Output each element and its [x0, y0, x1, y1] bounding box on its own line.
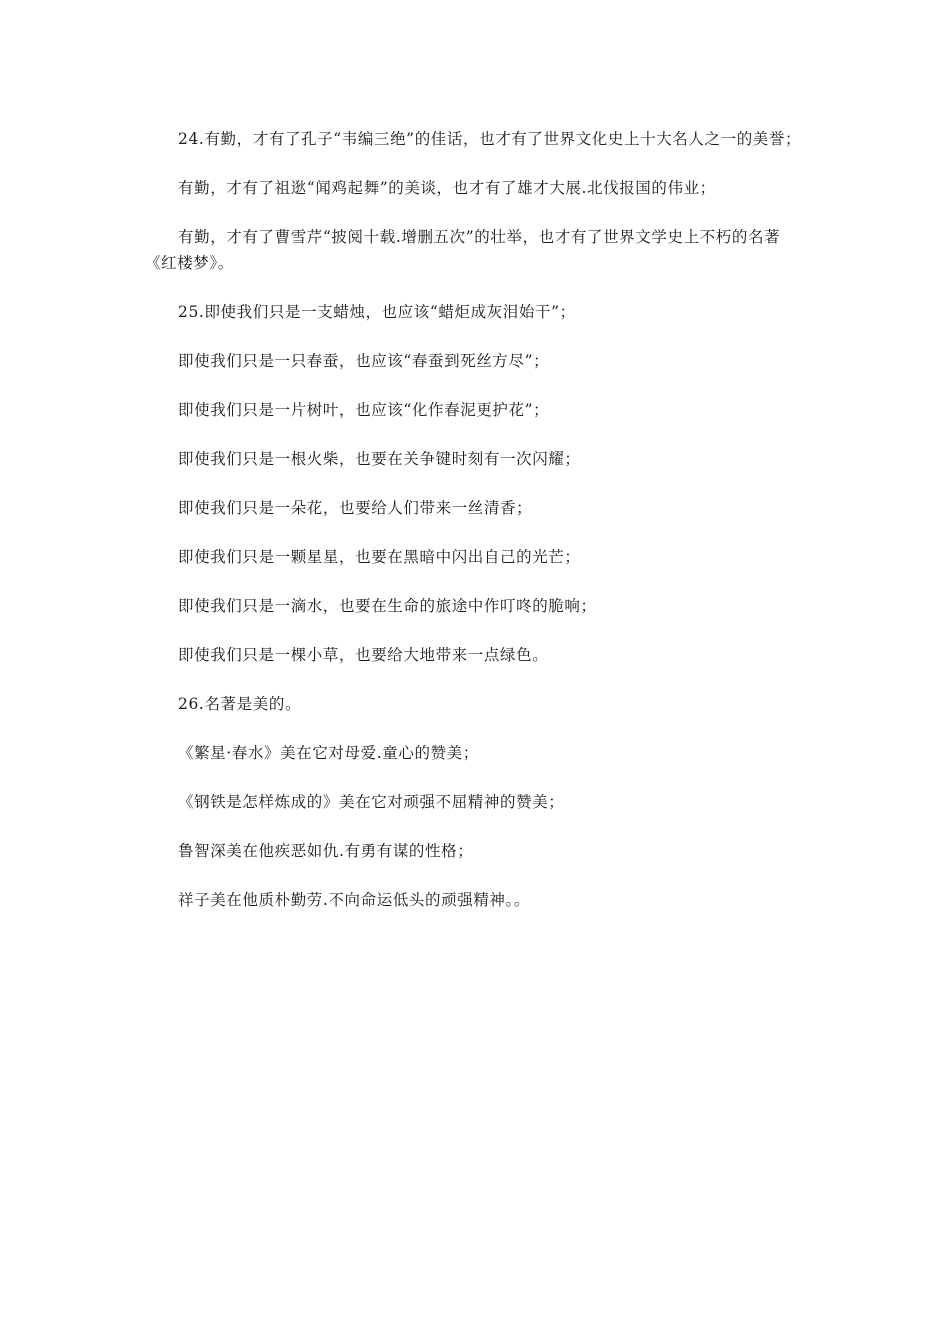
- paragraph-25-4: 即使我们只是一根火柴，也要在关争键时刻有一次闪耀；: [178, 450, 581, 468]
- paragraph-26-2: 《繁星·春水》美在它对母爱.童心的赞美；: [178, 744, 479, 762]
- paragraph-25-2: 即使我们只是一只春蚕，也应该“春蚕到死丝方尽”；: [178, 352, 550, 370]
- paragraph-25-5: 即使我们只是一朵花，也要给人们带来一丝清香；: [178, 499, 533, 517]
- paragraph-25-7: 即使我们只是一滴水，也要在生命的旅途中作叮咚的脆响；: [178, 597, 597, 615]
- paragraph-26-5: 祥子美在他质朴勤劳.不向命运低头的顽强精神。。: [178, 891, 530, 909]
- paragraph-26-4: 鲁智深美在他疾恶如仇.有勇有谋的性格；: [178, 842, 474, 860]
- document-body: [145, 126, 809, 913]
- paragraph-25-8: 即使我们只是一棵小草，也要给大地带来一点绿色。: [178, 646, 549, 664]
- paragraph-24-2: 有勤，才有了祖逖“闻鸡起舞”的美谈，也才有了雄才大展.北伐报国的伟业；: [178, 179, 716, 197]
- paragraph-25-6: 即使我们只是一颗星星，也要在黑暗中闪出自己的光芒；: [178, 548, 581, 566]
- paragraph-25-1: 25.即使我们只是一支蜡烛，也应该“蜡炬成灰泪始干”；: [178, 303, 576, 321]
- paragraph-26-1: 26.名著是美的。: [178, 695, 302, 713]
- paragraph-26-3: 《钢铁是怎样炼成的》美在它对顽强不屈精神的赞美；: [178, 793, 565, 811]
- paragraph-24-3: 有勤，才有了曹雪芹“披阅十载.增删五次”的壮举，也才有了世界文学史上不朽的名著《红楼梦》。: [145, 228, 781, 272]
- paragraph-25-3: 即使我们只是一片树叶，也应该“化作春泥更护花”；: [178, 401, 550, 419]
- paragraph-24-1: 24.有勤，才有了孔子“韦编三绝”的佳话，也才有了世界文化史上十大名人之一的美誉；: [178, 130, 802, 148]
